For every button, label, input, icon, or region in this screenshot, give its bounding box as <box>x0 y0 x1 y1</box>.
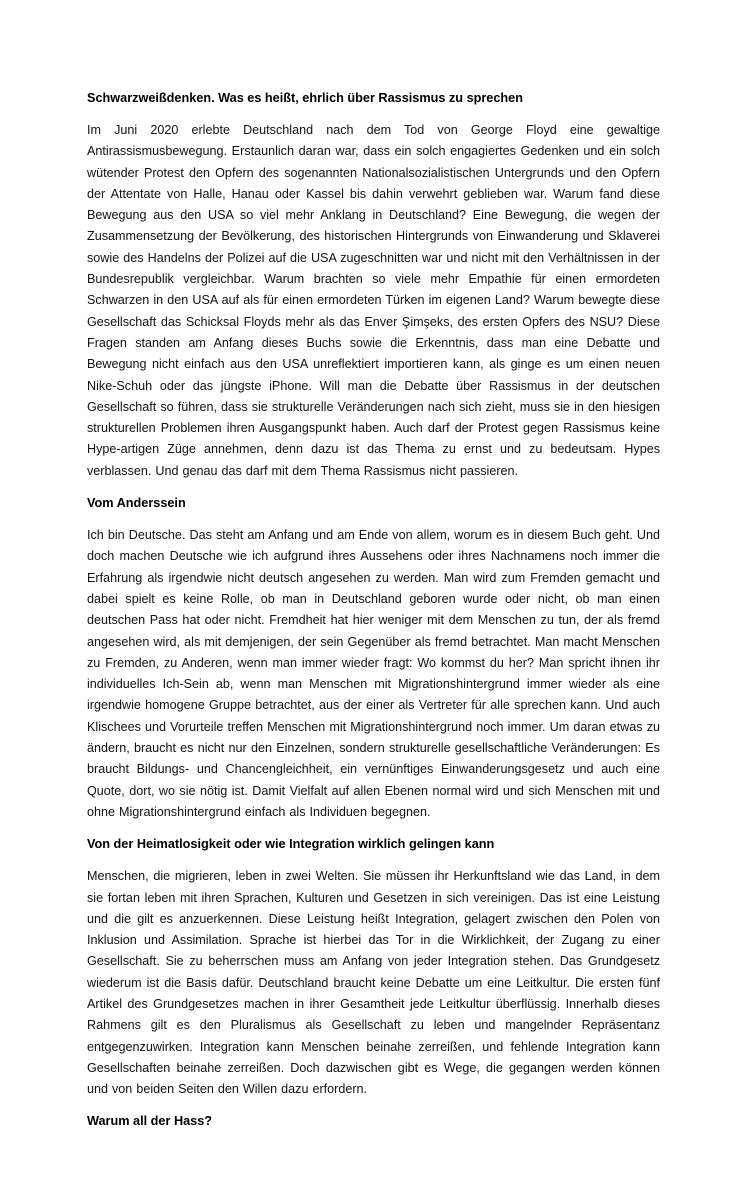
section-heading-vom-anderssein: Vom Anderssein <box>87 496 186 511</box>
paragraph-heimatlosigkeit: Menschen, die migrieren, leben in zwei Welten. Sie müssen ihr Herkunftsland wie das Land, in dem sie fortan leben mit ihren Sprachen, Kulturen und Gesetzen in sich vereinigen. Das ist eine Leistung und die gilt es anzuerkennen. Diese Leistung heißt Integration, gelagert zwischen den Polen von Inklusion und Assimilation. Sprache ist hierbei das Tor in die Wirklichkeit, der Zugang zu einer Gesellschaft. Sie zu beherrschen muss am Anfang von jeder Integration stehen. Das Grundgesetz wiederum ist die Basis dafür. Deutschland braucht keine Debatte um eine Leitkultur. Die ersten fünf Artikel des Grundgesetzes machen in ihrer Gesamtheit jede Leitkultur überflüssig. Innerhalb dieses Rahmens gilt es den Pluralismus als Gesellschaft zu leben und mangelnder Repräsentanz entgegenzuwirken. Integration kann Menschen beinahe zerreißen, und fehlende Integration kann Gesellschaften beinahe zerreißen. Doch dazwischen gibt es Wege, die gegangen werden können und von beiden Seiten den Willen dazu erfordern. <box>87 869 660 1097</box>
section-heading-heimatlosigkeit: Von der Heimatlosigkeit oder wie Integration wirklich gelingen kann <box>87 837 495 852</box>
paragraph-vom-anderssein: Ich bin Deutsche. Das steht am Anfang und am Ende von allem, worum es in diesem Buch geht. Und doch machen Deutsche wie ich aufgrund ihres Aussehens oder ihres Nachnamens noch immer die Erfahrung als irgendwie nicht deutsch angesehen zu werden. Man wird zum Fremden gemacht und dabei spielt es keine Rolle, ob man in Deutschland geboren wurde oder nicht, ob man einen deutschen Pass hat oder nicht. Fremdheit hat hier weniger mit dem Menschen zu tun, der als fremd angesehen wird, als mit demjenigen, der sein Gegenüber als fremd betrachtet. Man macht Menschen zu Fremden, zu Anderen, wenn man immer wieder fragt: Wo kommst du her? Man spricht ihnen ihr individuelles Ich-Sein ab, wenn man Menschen mit Migrationshintergrund immer wieder als eine irgendwie homogene Gruppe betrachtet, aus der einer als Vertreter für alle sprechen kann. Und auch Klischees und Vorurteile treffen Menschen mit Migrationshintergrund noch immer. Um daran etwas zu ändern, braucht es nicht nur den Einzelnen, sondern strukturelle gesellschaftliche Veränderungen: Es braucht Bildungs- und Chancengleichheit, ein vernünftiges Einwanderungsgesetz und auch eine Quote, dort, wo sie nötig ist. Damit Vielfalt auf allen Ebenen normal wird und sich Menschen mit und ohne Migrationshintergrund einfach als Individuen begegnen. <box>87 528 660 819</box>
document-title: Schwarzweißdenken. Was es heißt, ehrlich über Rassismus zu sprechen <box>87 91 523 105</box>
section-heading-warum-all-der-hass: Warum all der Hass? <box>87 1114 213 1129</box>
intro-paragraph: Im Juni 2020 erlebte Deutschland nach dem Tod von George Floyd eine gewaltige Antirassismusbewegung. Erstaunlich daran war, dass ein solch engagiertes Gedenken und ein solch wütender Protest den Opfern des sogenannten Nationalsozialistischen Untergrunds und den Opfern der Attentate von Halle, Hanau oder Kassel bis dahin verwehrt geblieben war. Warum fand diese Bewegung aus den USA so viel mehr Anklang in Deutschland? Eine Bewegung, die wegen der Zusammensetzung der Bevölkerung, des historischen Hintergrunds von Einwanderung und Sklaverei sowie des Handelns der Polizei auf die USA zugeschnitten war und nicht mit den Verhältnissen in der Bundesrepublik vergleichbar. Warum brachten so viele mehr Empathie für einen ermordeten Schwarzen in den USA auf als für einen ermordeten Türken im eigenen Land? Warum bewegte diese Gesellschaft das Schicksal Floyds mehr als das Enver Şimşeks, des ersten Opfers des NSU? Diese Fragen standen am Anfang dieses Buchs sowie die Erkenntnis, dass man eine Debatte und Bewegung nicht einfach aus den USA unreflektiert importieren kann, als ginge es um einen neuen Nike-Schuh oder das jüngste iPhone. Will man die Debatte über Rassismus in der deutschen Gesellschaft so führen, dass sie strukturelle Veränderungen nach sich zieht, muss sie in den hiesigen strukturellen Problemen ihren Ausgangspunkt haben. Auch darf der Protest gegen Rassismus keine Hype-artigen Züge annehmen, denn dazu ist das Thema zu ernst und zu bedeutsam. Hypes verblassen. Und genau das darf mit dem Thema Rassismus nicht passieren. <box>87 123 660 478</box>
